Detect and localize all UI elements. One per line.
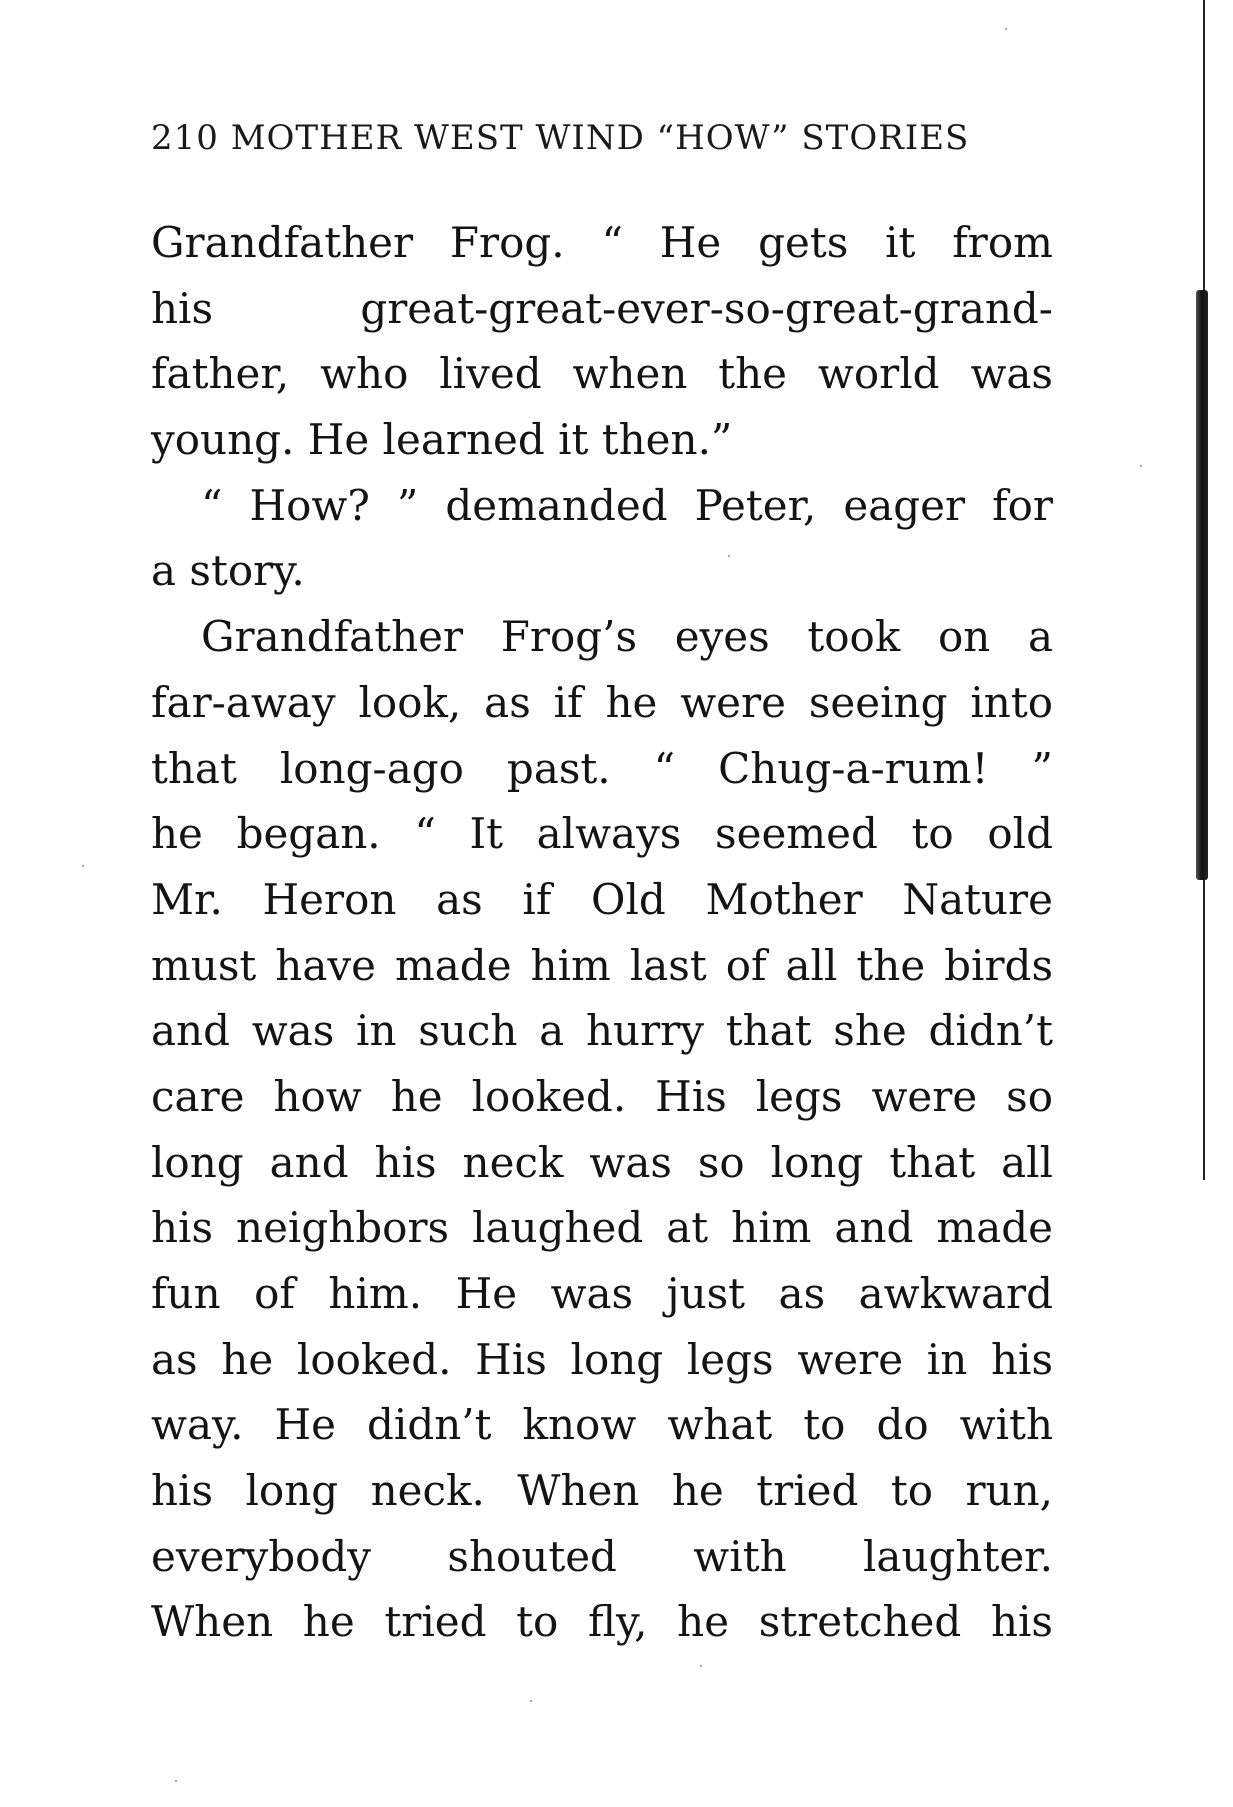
scan-speck	[728, 555, 730, 557]
text-line: care how he looked. His legs were so	[151, 1071, 1053, 1121]
text-line: far-away look, as if he were seeing into	[151, 677, 1053, 727]
page-edge-shadow	[1196, 290, 1208, 880]
text-line: way. He didn’t know what to do with	[151, 1400, 1053, 1450]
text-line: Mr. Heron as if Old Mother Nature	[151, 874, 1053, 924]
text-line: young. He learned it then.”	[151, 415, 733, 465]
text-line: and was in such a hurry that she didn’t	[151, 1006, 1053, 1056]
text-line: Grandfather Frog. “ He gets it from	[151, 218, 1053, 267]
text-line: When he tried to fly, he stretched his	[151, 1597, 1053, 1647]
text-line: his great-great-ever-so-great-grand-	[151, 283, 1053, 333]
text-line: a story.	[151, 546, 305, 596]
running-head: 210 MOTHER WEST WIND “HOW” STORIES	[151, 118, 970, 158]
scan-speck	[175, 1780, 177, 1782]
text-line: long and his neck was so long that all	[151, 1137, 1053, 1187]
text-line: his long neck. When he tried to run,	[151, 1466, 1053, 1516]
text-line: that long-ago past. “ Chug-a-rum! ”	[151, 743, 1053, 793]
text-line: his neighbors laughed at him and made	[151, 1203, 1053, 1253]
scan-speck	[700, 1665, 702, 1667]
text-line: must have made him last of all the birds	[151, 940, 1053, 990]
scan-speck	[1140, 465, 1142, 467]
text-line: father, who lived when the world was	[151, 349, 1053, 399]
text-line: as he looked. His long legs were in his	[151, 1334, 1053, 1384]
text-line: fun of him. He was just as awkward	[151, 1269, 1053, 1318]
scan-speck	[82, 865, 84, 867]
body-text	[151, 210, 1053, 1655]
text-line: he began. “ It always seemed to old	[151, 809, 1053, 859]
text-line: Grandfather Frog’s eyes took on a	[201, 612, 1053, 662]
text-line: everybody shouted with laughter.	[151, 1531, 1053, 1581]
scan-speck	[1005, 28, 1007, 30]
text-line: “ How? ” demanded Peter, eager for	[201, 480, 1053, 530]
scan-speck	[530, 1700, 532, 1702]
